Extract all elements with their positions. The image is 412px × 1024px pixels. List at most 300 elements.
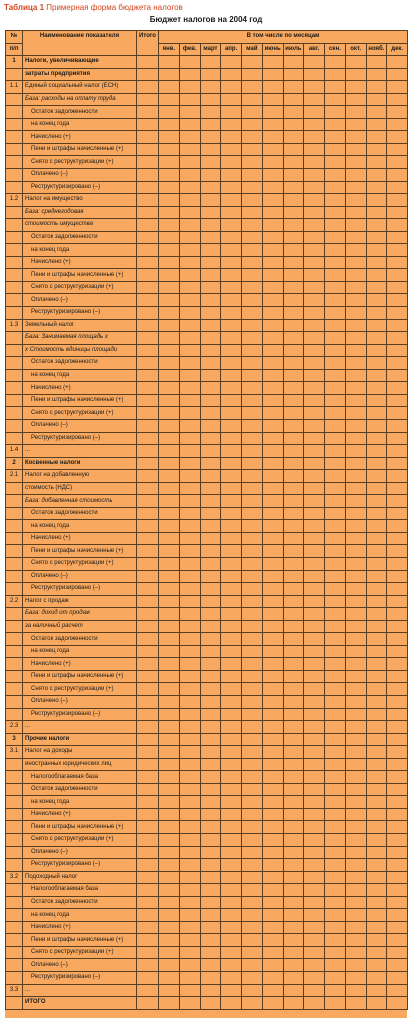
month-cell xyxy=(283,783,304,796)
month-cell xyxy=(159,432,180,445)
row-label: Пени и штрафы начисленные (+) xyxy=(23,934,137,947)
month-cell xyxy=(387,834,408,847)
total-cell xyxy=(137,583,159,596)
month-cell xyxy=(179,382,200,395)
row-number xyxy=(6,683,23,696)
row-label: Начислено (+) xyxy=(23,921,137,934)
month-cell xyxy=(325,169,346,182)
month-cell xyxy=(242,984,263,997)
month-cell xyxy=(221,746,242,759)
month-cell xyxy=(262,658,283,671)
header-months-group: В том числе по месяцам xyxy=(159,31,408,44)
month-cell xyxy=(304,921,325,934)
row-label: Налоги, увеличивающие xyxy=(23,56,137,69)
header-month: авг. xyxy=(304,43,325,56)
month-cell xyxy=(159,620,180,633)
row-number xyxy=(6,68,23,81)
month-cell xyxy=(179,821,200,834)
month-cell xyxy=(304,758,325,771)
month-cell xyxy=(345,194,366,207)
month-cell xyxy=(179,859,200,872)
month-cell xyxy=(387,608,408,621)
month-cell xyxy=(159,997,180,1010)
table-row xyxy=(6,746,408,759)
month-cell xyxy=(283,81,304,94)
row-number xyxy=(6,583,23,596)
month-cell xyxy=(387,783,408,796)
month-cell xyxy=(159,382,180,395)
month-cell xyxy=(159,81,180,94)
month-cell xyxy=(200,695,221,708)
row-label: Начислено (+) xyxy=(23,131,137,144)
month-cell xyxy=(179,419,200,432)
month-cell xyxy=(325,771,346,784)
row-label: Пени и штрафы начисленные (+) xyxy=(23,545,137,558)
month-cell xyxy=(242,407,263,420)
month-cell xyxy=(242,244,263,257)
month-cell xyxy=(200,482,221,495)
row-number: 1.4 xyxy=(6,445,23,458)
table-row xyxy=(6,670,408,683)
row-label: Снято с реструктуризации (+) xyxy=(23,407,137,420)
month-cell xyxy=(262,846,283,859)
month-cell xyxy=(387,670,408,683)
month-cell xyxy=(387,871,408,884)
row-number xyxy=(6,332,23,345)
total-cell xyxy=(137,846,159,859)
month-cell xyxy=(200,758,221,771)
header-month: июнь xyxy=(262,43,283,56)
month-cell xyxy=(159,783,180,796)
month-cell xyxy=(221,896,242,909)
month-cell xyxy=(262,972,283,985)
total-cell xyxy=(137,181,159,194)
row-label: Налогооблагаемая база xyxy=(23,884,137,897)
month-cell xyxy=(159,357,180,370)
month-cell xyxy=(221,796,242,809)
month-cell xyxy=(283,608,304,621)
month-cell xyxy=(221,834,242,847)
month-cell xyxy=(179,507,200,520)
month-cell xyxy=(200,244,221,257)
month-cell xyxy=(366,871,387,884)
month-cell xyxy=(200,633,221,646)
month-cell xyxy=(179,721,200,734)
month-cell xyxy=(325,181,346,194)
table-row xyxy=(6,620,408,633)
row-number xyxy=(6,131,23,144)
month-cell xyxy=(366,520,387,533)
month-cell xyxy=(262,470,283,483)
month-cell xyxy=(242,834,263,847)
month-cell xyxy=(242,583,263,596)
table-row xyxy=(6,106,408,119)
month-cell xyxy=(304,834,325,847)
month-cell xyxy=(387,156,408,169)
total-cell xyxy=(137,432,159,445)
month-cell xyxy=(366,482,387,495)
month-cell xyxy=(325,194,346,207)
month-cell xyxy=(366,294,387,307)
month-cell xyxy=(387,307,408,320)
month-cell xyxy=(262,231,283,244)
month-cell xyxy=(242,520,263,533)
month-cell xyxy=(345,796,366,809)
month-cell xyxy=(387,319,408,332)
row-number xyxy=(6,896,23,909)
month-cell xyxy=(179,332,200,345)
month-cell xyxy=(221,557,242,570)
month-cell xyxy=(387,959,408,972)
month-cell xyxy=(159,68,180,81)
month-cell xyxy=(345,972,366,985)
month-cell xyxy=(325,708,346,721)
row-number xyxy=(6,93,23,106)
month-cell xyxy=(283,269,304,282)
row-label: Остаток задолженности xyxy=(23,507,137,520)
row-label: Реструктуризировано (–) xyxy=(23,972,137,985)
month-cell xyxy=(304,721,325,734)
row-number xyxy=(6,633,23,646)
month-cell xyxy=(366,583,387,596)
total-cell xyxy=(137,319,159,332)
month-cell xyxy=(262,821,283,834)
month-cell xyxy=(304,708,325,721)
month-cell xyxy=(242,570,263,583)
month-cell xyxy=(179,620,200,633)
month-cell xyxy=(325,808,346,821)
month-cell xyxy=(221,909,242,922)
month-cell xyxy=(283,532,304,545)
month-cell xyxy=(283,332,304,345)
row-label: на конец года xyxy=(23,796,137,809)
month-cell xyxy=(366,457,387,470)
table-row xyxy=(6,984,408,997)
month-cell xyxy=(304,683,325,696)
total-cell xyxy=(137,808,159,821)
month-cell xyxy=(345,143,366,156)
total-cell xyxy=(137,871,159,884)
month-cell xyxy=(221,407,242,420)
month-cell xyxy=(387,294,408,307)
month-cell xyxy=(283,181,304,194)
header-month: фев. xyxy=(179,43,200,56)
table-row xyxy=(6,507,408,520)
month-cell xyxy=(325,256,346,269)
month-cell xyxy=(345,93,366,106)
month-cell xyxy=(159,169,180,182)
table-row xyxy=(6,683,408,696)
row-label: Оплачено (–) xyxy=(23,169,137,182)
month-cell xyxy=(304,859,325,872)
total-cell xyxy=(137,946,159,959)
month-cell xyxy=(325,231,346,244)
month-cell xyxy=(325,407,346,420)
total-cell xyxy=(137,771,159,784)
month-cell xyxy=(387,545,408,558)
month-cell xyxy=(179,231,200,244)
month-cell xyxy=(387,683,408,696)
month-cell xyxy=(387,419,408,432)
row-label: Начислено (+) xyxy=(23,256,137,269)
month-cell xyxy=(304,181,325,194)
month-cell xyxy=(262,595,283,608)
month-cell xyxy=(159,934,180,947)
month-cell xyxy=(345,482,366,495)
month-cell xyxy=(283,972,304,985)
month-cell xyxy=(366,959,387,972)
month-cell xyxy=(179,482,200,495)
month-cell xyxy=(304,382,325,395)
table-row xyxy=(6,407,408,420)
month-cell xyxy=(366,194,387,207)
month-cell xyxy=(179,532,200,545)
row-label: Оплачено (–) xyxy=(23,419,137,432)
month-cell xyxy=(221,821,242,834)
month-cell xyxy=(325,997,346,1010)
month-cell xyxy=(345,382,366,395)
month-cell xyxy=(387,482,408,495)
row-label: Налог с продаж xyxy=(23,595,137,608)
month-cell xyxy=(366,118,387,131)
row-number xyxy=(6,645,23,658)
month-cell xyxy=(283,884,304,897)
month-cell xyxy=(221,206,242,219)
month-cell xyxy=(304,821,325,834)
month-cell xyxy=(200,834,221,847)
month-cell xyxy=(345,733,366,746)
month-cell xyxy=(262,570,283,583)
month-cell xyxy=(262,921,283,934)
month-cell xyxy=(387,972,408,985)
month-cell xyxy=(159,670,180,683)
table-row xyxy=(6,470,408,483)
month-cell xyxy=(262,959,283,972)
total-cell xyxy=(137,532,159,545)
month-cell xyxy=(262,407,283,420)
total-cell xyxy=(137,495,159,508)
row-number xyxy=(6,796,23,809)
month-cell xyxy=(179,432,200,445)
month-cell xyxy=(221,570,242,583)
month-cell xyxy=(387,846,408,859)
total-cell xyxy=(137,670,159,683)
month-cell xyxy=(345,645,366,658)
row-number xyxy=(6,281,23,294)
month-cell xyxy=(387,231,408,244)
month-cell xyxy=(283,733,304,746)
month-cell xyxy=(179,633,200,646)
month-cell xyxy=(387,507,408,520)
row-number: 3.3 xyxy=(6,984,23,997)
month-cell xyxy=(304,946,325,959)
month-cell xyxy=(242,884,263,897)
month-cell xyxy=(325,432,346,445)
month-cell xyxy=(159,394,180,407)
total-cell xyxy=(137,821,159,834)
row-label: Косвенные налоги xyxy=(23,457,137,470)
row-label: Снято с реструктуризации (+) xyxy=(23,834,137,847)
month-cell xyxy=(366,156,387,169)
total-cell xyxy=(137,796,159,809)
month-cell xyxy=(242,169,263,182)
row-number: 3.2 xyxy=(6,871,23,884)
month-cell xyxy=(366,407,387,420)
month-cell xyxy=(345,808,366,821)
month-cell xyxy=(262,106,283,119)
month-cell xyxy=(325,332,346,345)
table-row xyxy=(6,131,408,144)
row-label: База: среднегодовая xyxy=(23,206,137,219)
total-cell xyxy=(137,457,159,470)
month-cell xyxy=(345,307,366,320)
month-cell xyxy=(159,495,180,508)
month-cell xyxy=(159,507,180,520)
month-cell xyxy=(221,721,242,734)
month-cell xyxy=(242,131,263,144)
table-row xyxy=(6,796,408,809)
month-cell xyxy=(179,733,200,746)
month-cell xyxy=(283,695,304,708)
month-cell xyxy=(242,156,263,169)
month-cell xyxy=(366,808,387,821)
budget-title: Бюджет налогов на 2004 год xyxy=(149,15,263,24)
month-cell xyxy=(262,457,283,470)
month-cell xyxy=(159,369,180,382)
month-cell xyxy=(304,997,325,1010)
row-number: 3 xyxy=(6,733,23,746)
month-cell xyxy=(242,758,263,771)
month-cell xyxy=(242,859,263,872)
month-cell xyxy=(366,357,387,370)
month-cell xyxy=(325,570,346,583)
month-cell xyxy=(325,520,346,533)
month-cell xyxy=(262,645,283,658)
month-cell xyxy=(283,984,304,997)
month-cell xyxy=(283,256,304,269)
table-row xyxy=(6,821,408,834)
header-month: янв. xyxy=(159,43,180,56)
month-cell xyxy=(283,507,304,520)
month-cell xyxy=(366,231,387,244)
month-cell xyxy=(179,984,200,997)
header-num-top: № xyxy=(6,31,23,44)
month-cell xyxy=(387,219,408,232)
month-cell xyxy=(387,369,408,382)
month-cell xyxy=(179,520,200,533)
month-cell xyxy=(283,344,304,357)
month-cell xyxy=(304,771,325,784)
month-cell xyxy=(283,281,304,294)
row-number xyxy=(6,206,23,219)
month-cell xyxy=(387,758,408,771)
month-cell xyxy=(387,921,408,934)
month-cell xyxy=(179,118,200,131)
month-cell xyxy=(366,884,387,897)
month-cell xyxy=(345,708,366,721)
month-cell xyxy=(221,344,242,357)
table-row xyxy=(6,156,408,169)
month-cell xyxy=(387,394,408,407)
month-cell xyxy=(200,432,221,445)
month-cell xyxy=(200,231,221,244)
month-cell xyxy=(242,846,263,859)
table-row xyxy=(6,934,408,947)
month-cell xyxy=(366,859,387,872)
month-cell xyxy=(221,545,242,558)
month-cell xyxy=(325,93,346,106)
month-cell xyxy=(242,909,263,922)
month-cell xyxy=(304,884,325,897)
month-cell xyxy=(387,570,408,583)
month-cell xyxy=(325,482,346,495)
month-cell xyxy=(179,369,200,382)
month-cell xyxy=(304,595,325,608)
month-cell xyxy=(325,557,346,570)
month-cell xyxy=(387,746,408,759)
month-cell xyxy=(242,783,263,796)
row-label: стоимость имущества xyxy=(23,219,137,232)
month-cell xyxy=(242,206,263,219)
month-cell xyxy=(325,583,346,596)
month-cell xyxy=(221,645,242,658)
month-cell xyxy=(387,934,408,947)
month-cell xyxy=(366,984,387,997)
month-cell xyxy=(159,194,180,207)
month-cell xyxy=(283,583,304,596)
total-cell xyxy=(137,344,159,357)
month-cell xyxy=(242,81,263,94)
row-label: Остаток задолженности xyxy=(23,896,137,909)
month-cell xyxy=(221,81,242,94)
total-cell xyxy=(137,896,159,909)
total-cell xyxy=(137,470,159,483)
month-cell xyxy=(304,896,325,909)
month-cell xyxy=(325,821,346,834)
month-cell xyxy=(200,294,221,307)
month-cell xyxy=(221,93,242,106)
month-cell xyxy=(304,307,325,320)
month-cell xyxy=(387,470,408,483)
month-cell xyxy=(159,708,180,721)
month-cell xyxy=(387,131,408,144)
total-cell xyxy=(137,683,159,696)
month-cell xyxy=(221,733,242,746)
total-cell xyxy=(137,169,159,182)
table-row xyxy=(6,419,408,432)
month-cell xyxy=(179,708,200,721)
month-cell xyxy=(345,281,366,294)
row-label: на конец года xyxy=(23,520,137,533)
table-row xyxy=(6,56,408,69)
month-cell xyxy=(283,620,304,633)
month-cell xyxy=(242,432,263,445)
header-total: Итого xyxy=(137,31,159,56)
total-cell xyxy=(137,332,159,345)
month-cell xyxy=(200,256,221,269)
month-cell xyxy=(325,758,346,771)
month-cell xyxy=(200,570,221,583)
row-number xyxy=(6,846,23,859)
month-cell xyxy=(366,244,387,257)
month-cell xyxy=(387,896,408,909)
row-number xyxy=(6,344,23,357)
month-cell xyxy=(179,771,200,784)
month-cell xyxy=(200,520,221,533)
month-cell xyxy=(387,332,408,345)
month-cell xyxy=(262,344,283,357)
row-label: ... xyxy=(23,445,137,458)
